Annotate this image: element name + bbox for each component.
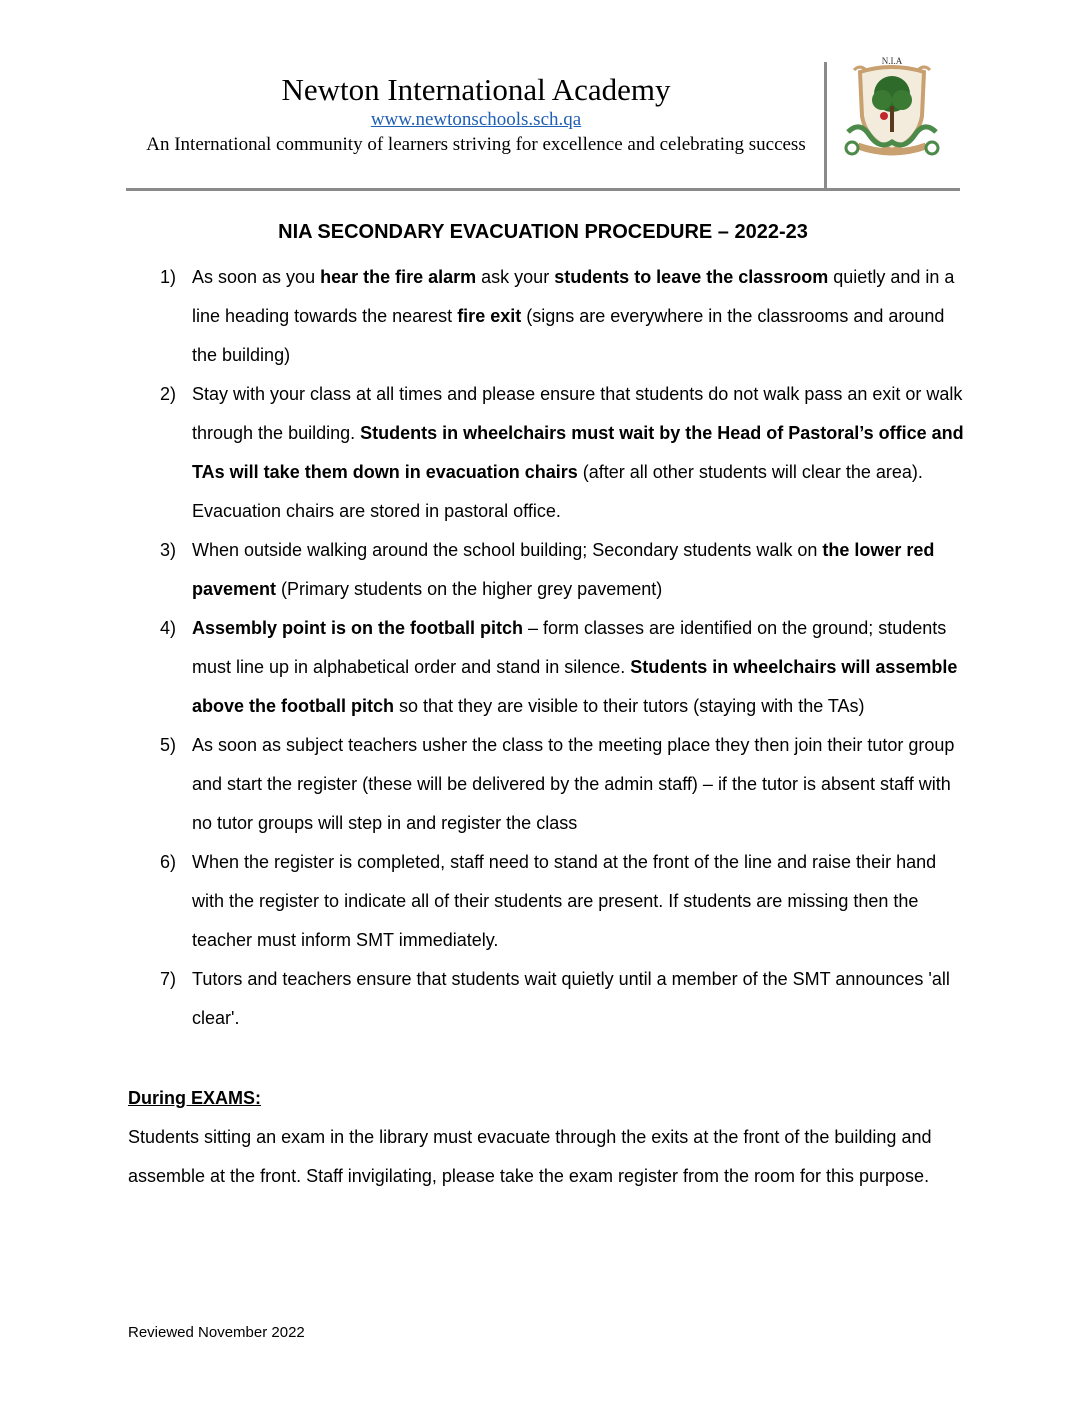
body-text: When outside walking around the school building; Secondary students walk on [192, 540, 823, 560]
item-number: 4) [160, 618, 177, 638]
body-text: so that they are visible to their tutors (staying with the TAs) [394, 696, 865, 716]
item-text [192, 540, 934, 599]
emphasis-text: fire exit [457, 306, 522, 326]
exams-instructions: Students sitting an exam in the library must evacuate through the exits at the front of the building and assemble at the front. Staff invigilating, please take the exam register from the room for this purpose. [128, 1127, 932, 1186]
school-crest-icon [838, 54, 946, 166]
item-number: 6) [160, 852, 177, 872]
exams-heading: During EXAMS: [128, 1088, 261, 1108]
procedure-item-5 [126, 726, 966, 843]
body-text: ask your [476, 267, 555, 287]
item-number: 5) [160, 735, 177, 755]
item-number: 3) [160, 540, 177, 560]
procedure-item-3 [126, 531, 966, 609]
body-text: As soon as subject teachers usher the class to the meeting place they then join their tutor group and start the register (these will be delivered by the admin staff) – if the tutor is absent staff with no tutor groups will step in and register the class [192, 735, 955, 833]
svg-text:N.I.A: N.I.A [881, 56, 903, 66]
letterhead [126, 56, 960, 192]
item-text [192, 384, 964, 521]
item-text [192, 735, 954, 833]
procedure-item-1 [126, 258, 966, 375]
procedure-list [126, 258, 966, 1038]
emphasis-text: hear the fire alarm [320, 267, 477, 287]
emphasis-text: Students in wheelchairs will assemble above the football pitch [192, 657, 958, 716]
website-link[interactable]: www.newtonschools.sch.qa [370, 109, 582, 130]
body-text: (signs are everywhere in the classrooms and around the building) [192, 306, 945, 365]
item-text [192, 618, 957, 716]
item-text [192, 852, 936, 950]
emphasis-text: the lower red pavement [192, 540, 935, 599]
letterhead-text [126, 72, 826, 157]
emphasis-text: students to leave the classroom [554, 267, 829, 287]
item-text [192, 969, 950, 1028]
procedure-item-7 [126, 960, 966, 1038]
body-text: quietly and in a line heading towards the nearest [192, 267, 955, 326]
body-text: Stay with your class at all times and please ensure that students do not walk pass an exit or walk through the building. [192, 384, 963, 443]
document-title: NIA SECONDARY EVACUATION PROCEDURE – 2022-23 [278, 221, 808, 243]
procedure-item-2 [126, 375, 966, 531]
body-text: When the register is completed, staff need to stand at the front of the line and raise their hand with the register to indicate all of their students are present. If students are missing then the teacher must inform SMT immediately. [192, 852, 937, 950]
item-number: 7) [160, 969, 177, 989]
body-text: (Primary students on the higher grey pavement) [276, 579, 663, 599]
body-text: (after all other students will clear the area). Evacuation chairs are stored in pastoral office. [192, 462, 923, 521]
body-text: As soon as you [192, 267, 321, 287]
emphasis-text: Assembly point is on the football pitch [192, 618, 524, 638]
item-number: 2) [160, 384, 177, 404]
org-tagline: An International community of learners striving for excellence and celebrating success [146, 134, 806, 155]
letterhead-horizontal-divider [126, 188, 960, 191]
item-number: 1) [160, 267, 177, 287]
procedure-item-4 [126, 609, 966, 726]
org-name: Newton International Academy [281, 72, 671, 107]
procedure-item-6 [126, 843, 966, 960]
body-text: Tutors and teachers ensure that students wait quietly until a member of the SMT announces 'all clear'. [192, 969, 950, 1028]
emphasis-text: Students in wheelchairs must wait by the Head of Pastoral’s office and TAs will take them down in evacuation chairs [192, 423, 964, 482]
body-text: – form classes are identified on the ground; students must line up in alphabetical order and stand in silence. [192, 618, 947, 677]
review-date: Reviewed November 2022 [128, 1324, 305, 1341]
item-text [192, 267, 954, 365]
letterhead-vertical-divider [824, 62, 827, 188]
